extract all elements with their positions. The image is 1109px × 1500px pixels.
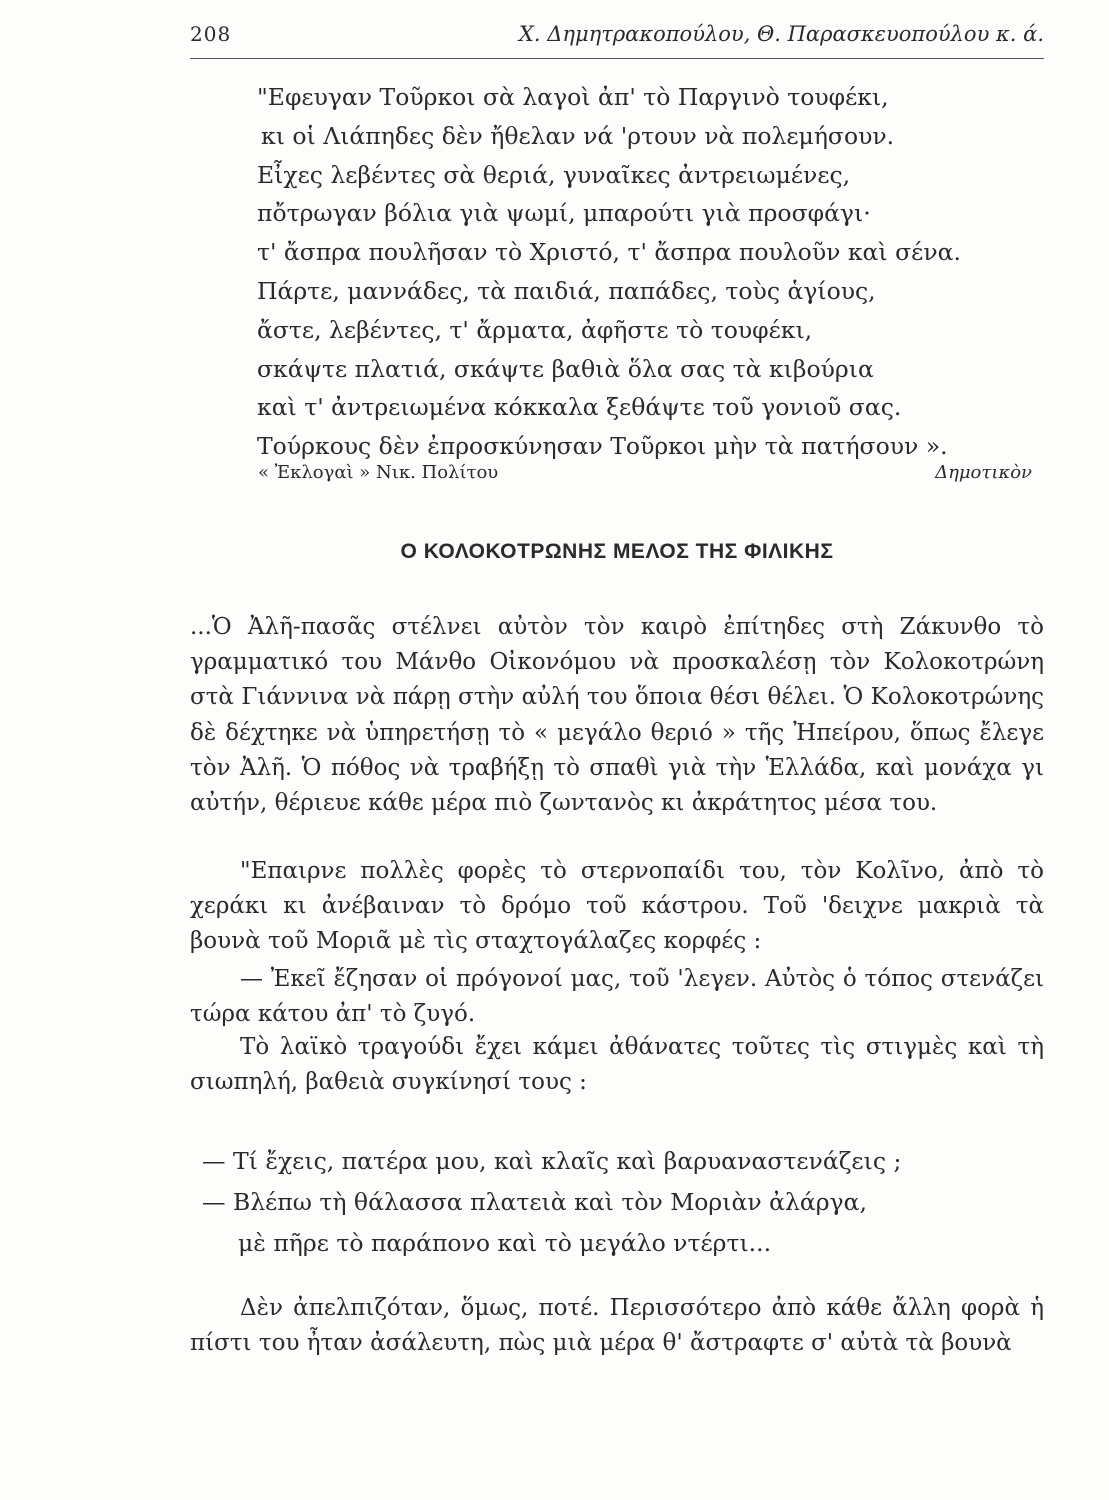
section-title: Ο ΚΟΛΟΚΟΤΡΩΝΗΣ ΜΕΛΟΣ ΤΗΣ ΦΙΛΙΚΗΣ <box>400 540 834 563</box>
page-header <box>190 18 1044 59</box>
source-genre: Δημοτικὸν <box>935 462 1032 483</box>
poem-line: μὲ πῆρε τὸ παράπονο καὶ τὸ μεγάλο ντέρτι... <box>238 1229 772 1257</box>
poem-line: — Βλέπω τὴ θάλασσα πλατειὰ καὶ τὸν Μοριὰν ἀλάργα, <box>202 1188 867 1216</box>
poem-source <box>258 456 1032 492</box>
poem-line: "Εφευγαν Τοῦρκοι σὰ λαγοὶ ἀπ' τὸ Παργινὸ τουφέκι, <box>257 83 889 111</box>
paragraph: Δὲν ἀπελπιζόταν, ὅμως, ποτέ. Περισσότερο ἀπὸ κάθε ἄλλη φορὰ ἡ πίστι του ἦταν ἀσάλευτη, πὼς μιὰ μέρα θ' ἄστραφτε σ' αὐτὰ τὰ βουνὰ <box>190 1295 1044 1357</box>
page-number: 208 <box>190 22 232 46</box>
paragraph: — Ἐκεῖ ἔζησαν οἱ πρόγονοί μας, τοῦ 'λεγεν. Αὐτὸς ὁ τόπος στενάζει τώρα κάτου ἀπ' τὸ ζυγό. <box>190 966 1044 1028</box>
running-head: Χ. Δημητρακοπούλου, Θ. Παρασκευοπούλου κ. ά. <box>518 22 1044 46</box>
paragraph: "Επαιρνε πολλὲς φορὲς τὸ στερνοπαίδι του, τὸν Κολῖνο, ἀπὸ τὸ χεράκι κι ἀνέβαιναν τὸ δρόμο τοῦ κάστρου. Τοῦ 'δειχνε μακριὰ τὰ βουνὰ τοῦ Μοριᾶ μὲ τὶς σταχτογάλαζες κορφές : <box>190 858 1044 955</box>
paragraph: Τὸ λαϊκὸ τραγούδι ἔχει κάμει ἀθάνατες τοῦτες τὶς στιγμὲς καὶ τὴ σιωπηλή, βαθειὰ συγκίνησί τους : <box>190 1034 1044 1096</box>
dialogue-poem <box>202 1141 1022 1264</box>
poem-line: σκάψτε πλατιά, σκάψτε βαθιὰ ὅλα σας τὰ κιβούρια <box>257 354 874 383</box>
poem-line: Πάρτε, μαννάδες, τὰ παιδιά, παπάδες, τοὺς ἁγίους, <box>257 276 876 305</box>
poem-line: — Τί ἔχεις, πατέρα μου, καὶ κλαῖς καὶ βαρυαναστενάζεις ; <box>202 1147 902 1175</box>
poem-line: τ' ἄσπρα πουλῆσαν τὸ Χριστό, τ' ἄσπρα πουλοῦν καὶ σένα. <box>257 238 961 267</box>
poem-line: κι οἱ Λιάπηδες δὲν ἤθελαν νά 'ρτουν νὰ πολεμήσουν. <box>261 121 895 150</box>
poem-line: ἄστε, λεβέντες, τ' ἄρματα, ἀφῆστε τὸ τουφέκι, <box>257 315 813 344</box>
poem-line: πὄτρωγαν βόλια γιὰ ψωμί, μπαρούτι γιὰ προσφάγι· <box>257 199 871 228</box>
poem-line: καὶ τ' ἀντρειωμένα κόκκαλα ξεθάψτε τοῦ γονιοῦ σας. <box>257 393 902 422</box>
folk-poem <box>257 78 1017 466</box>
poem-line: Τούρκους δὲν ἐπροσκύνησαν Τοῦρκοι μὴν τὰ πατήσουν ». <box>257 432 948 461</box>
paragraph: ...Ὁ Ἀλῆ-πασᾶς στέλνει αὐτὸν τὸν καιρὸ ἐπίτηδες στὴ Ζάκυνθο τὸ γραμματικό του Μάνθο Οἰκονόμου νὰ προσκαλέσῃ τὸν Κολοκοτρώνη στὰ Γιάννινα νὰ πάρῃ στὴν αὐλή του ὅποια θέσι θέλει. Ὁ Κολοκοτρώνης δὲ δέχτηκε νὰ ὑπηρετήσῃ τὸ « μεγάλο θεριό » τῆς Ἠπείρου, ὅπως ἔλεγε τὸν Ἀλῆ. Ὁ πόθος νὰ τραβήξῃ τὸ σπαθὶ γιὰ τὴν Ἑλλάδα, καὶ μονάχα γι αὐτήν, θέριευε κάθε μέρα πιὸ ζωντανὸς κι ἀκράτητος μέσα του. <box>190 614 1044 817</box>
source-citation: « Ἐκλογαὶ » Νικ. Πολίτου <box>258 462 499 483</box>
poem-line: Εἶχες λεβέντες σὰ θεριά, γυναῖκες ἀντρειωμένες, <box>257 160 851 189</box>
